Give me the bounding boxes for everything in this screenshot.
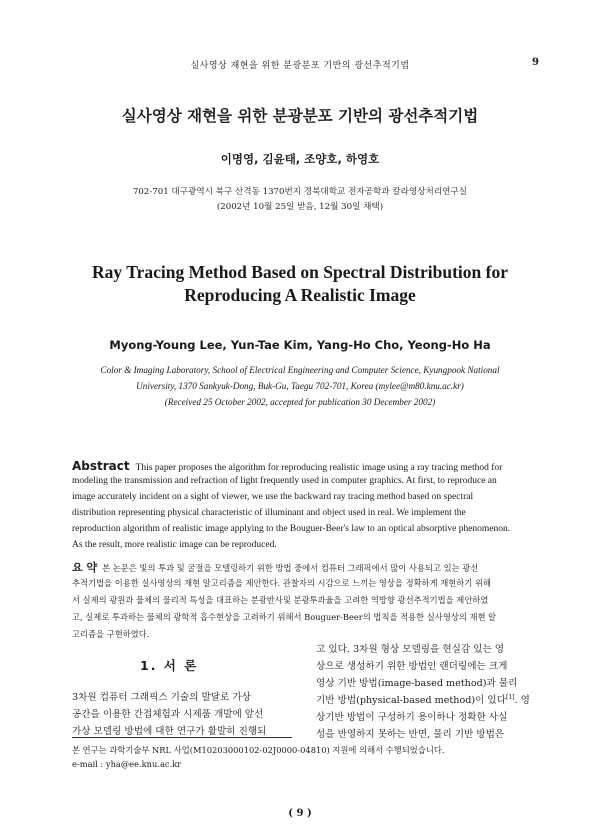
footer-page-number: ( 9 ) [288, 808, 312, 819]
affiliation-english-line1: Color & Imaging Laboratory, School of Electrical Engineering and Computer Science, Kyungpook National [100, 365, 500, 375]
summary-line: 고리즘을 구현하였다. [72, 629, 150, 639]
received-date-english: (Received 25 October 2002, accepted for publication 30 December 2002) [164, 397, 436, 407]
body-text-line: 가상 모델링 방법에 대한 연구가 활발히 진행되 [72, 726, 267, 737]
running-header: 실사영상 재현을 위한 분광분포 기반의 광선추적기법 [190, 61, 410, 71]
title-english-line2: Reproducing A Realistic Image [184, 285, 416, 305]
title-korean: 실사영상 재현을 위한 분광분포 기반의 광선추적기법 [121, 107, 479, 125]
affiliation-english-line2: University, 1370 Sankyuk-Dong, Buk-Gu, Taegu 702-701, Korea (mylee@m80.knu.ac.kr) [136, 381, 464, 391]
footnote-email[interactable]: e-mail : yha@ee.knu.ac.kr [72, 759, 182, 769]
title-english-line1: Ray Tracing Method Based on Spectral Distribution for [92, 262, 508, 282]
authors-english: Myong-Young Lee, Yun-Tae Kim, Yang-Ho Cho, Yeong-Ho Ha [109, 338, 491, 352]
body-text-line: 상으로 생성하기 위한 방법인 랜더링에는 크게 [316, 661, 508, 672]
body-text-line: 성을 반영하지 못하는 반면, 물리 기반 방법은 [316, 729, 505, 740]
body-text-line [316, 692, 540, 706]
summary-line: 서 실제의 광원과 물체의 물리적 특성을 대표하는 분광반사및 분광투과율을 고려한 역방향 광선추적기법을 제안하였 [72, 595, 489, 605]
abstract-line: reproduction algorithm of realistic image applying to the Bouguer-Beer's law to an optical absorptive phenomenon. [72, 524, 511, 534]
summary-line: 추적기법을 이용한 실사영상의 재현 알고리즘을 제안한다. 관찰자의 시감으로 느끼는 영상을 정확하게 재현하기 위해 [72, 578, 491, 588]
body-text-line: 공간을 이용한 간접체험과 시제품 개발에 앞선 [72, 709, 264, 720]
body-text-line: 고 있다. 3차원 형상 모델링을 현실감 있는 영 [316, 644, 505, 655]
body-text-fragment: . 영 [514, 695, 530, 706]
body-text-line: 영상 기반 방법(image-based method)과 물리 [316, 678, 518, 689]
authors-korean: 이명영, 김윤태, 조양호, 하영호 [220, 152, 380, 166]
abstract-line [72, 459, 538, 473]
affiliation-korean: 702-701 대구광역시 북구 산격동 1370번지 경북대학교 전자공학과 칼라영상처리연구실 [132, 187, 468, 197]
body-text-line: 3차원 컴퓨터 그래픽스 기술의 발달로 가상 [72, 692, 251, 703]
body-text-line: 상기반 방법이 구성하기 용이하나 정확한 사실 [316, 712, 508, 723]
summary-line [72, 559, 538, 575]
abstract-line: modeling the transmission and refraction of light frequently used in computer graphics. At first, to reproduce an [72, 476, 497, 486]
citation-reference[interactable]: [1] [505, 693, 515, 701]
abstract-line: As the result, more realistic image can be reproduced. [72, 540, 277, 550]
abstract-line: image accurately incident on a sight of viewer, we use the backward ray tracing method based on spectral [72, 492, 474, 502]
page-number: 9 [532, 57, 539, 68]
summary-text: 본 논문은 빛의 투과 및 굴절을 모델링하기 위한 방법 중에서 컴퓨터 그래픽에서 많이 사용되고 있는 광선 [102, 563, 479, 573]
section-heading: 1. 서 론 [140, 658, 199, 673]
abstract-label: Abstract [72, 459, 130, 473]
body-text-fragment: 기반 방법(physical-based method)이 있다 [316, 695, 506, 706]
summary-label: 요 약 [72, 561, 98, 574]
abstract-line: distribution representing physical characteristic of illuminant and object used in real. We implement the [72, 508, 466, 518]
summary-line: 고, 실제로 투과하는 물체의 광학적 흡수현상을 고려하기 위해서 Bouguer-Beer의 법칙을 적용한 실사영상의 재현 알 [72, 612, 497, 622]
footnote-funding: 본 연구는 과학기술부 NRL 사업(M10203000102-02J0000-04810) 지원에 의해서 수행되었습니다. [72, 745, 445, 755]
abstract-text: This paper proposes the algorithm for reproducing realistic image using a ray tracing method for [135, 463, 503, 473]
footnote-divider [72, 737, 292, 738]
received-date-korean: (2002년 10월 25일 받음, 12월 30일 채택) [216, 202, 384, 212]
